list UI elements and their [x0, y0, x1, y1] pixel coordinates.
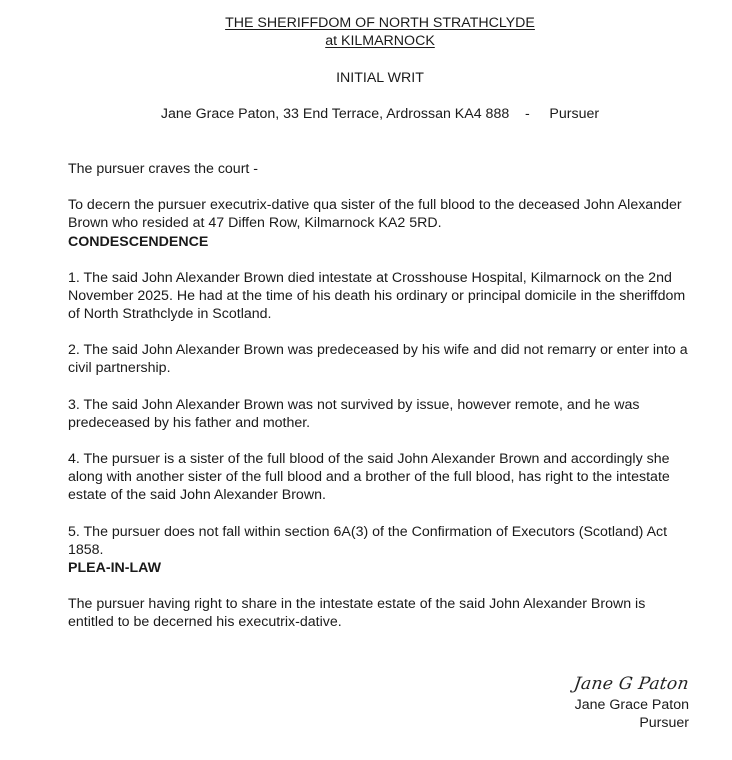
crave-intro: The pursuer craves the court -	[68, 161, 259, 177]
article-4: 4. The pursuer is a sister of the full blood of the said John Alexander Brown and accordingly she along with another sister of the full blood and a brother of the full blood, has right to the intestate estate of the said John Alexander Brown.	[68, 451, 670, 504]
plea-in-law-heading: PLEA-IN-LAW	[68, 560, 161, 577]
court-name: THE SHERIFFDOM OF NORTH STRATHCLYDE	[225, 15, 535, 31]
document-page	[68, 14, 692, 631]
signature-block	[574, 672, 689, 732]
handwritten-signature: Jane G Paton	[572, 674, 691, 694]
crave-text: To decern the pursuer executrix-dative qua sister of the full blood to the deceased John Alexander Brown who resided at 47 Diffen Row, Kilmarnock KA2 5RD.	[68, 197, 682, 232]
court-location: at KILMARNOCK	[325, 33, 435, 49]
party-line: Jane Grace Paton, 33 End Terrace, Ardrossan KA4 888 - Pursuer	[160, 106, 600, 122]
condescendence-heading: CONDESCENDENCE	[68, 233, 209, 250]
signatory-name: Jane Grace Paton	[574, 697, 689, 713]
article-2: 2. The said John Alexander Brown was predeceased by his wife and did not remarry or enter into a civil partnership.	[68, 342, 688, 377]
signatory-role: Pursuer	[639, 715, 689, 731]
article-5: 5. The pursuer does not fall within section 6A(3) of the Confirmation of Executors (Scotland) Act 1858.	[68, 523, 668, 558]
article-3: 3. The said John Alexander Brown was not survived by issue, however remote, and he was predeceased by his father and mother.	[68, 396, 640, 431]
document-title: INITIAL WRIT	[336, 70, 424, 86]
article-1: 1. The said John Alexander Brown died intestate at Crosshouse Hospital, Kilmarnock on the 2nd November 2025. He had at the time of his death his ordinary or principal domicile in the sheriffdom of North Strathclyde in Scotland.	[68, 269, 686, 323]
plea-in-law-text: The pursuer having right to share in the intestate estate of the said John Alexander Brown is entitled to be decerned his executrix-dative.	[68, 596, 646, 631]
